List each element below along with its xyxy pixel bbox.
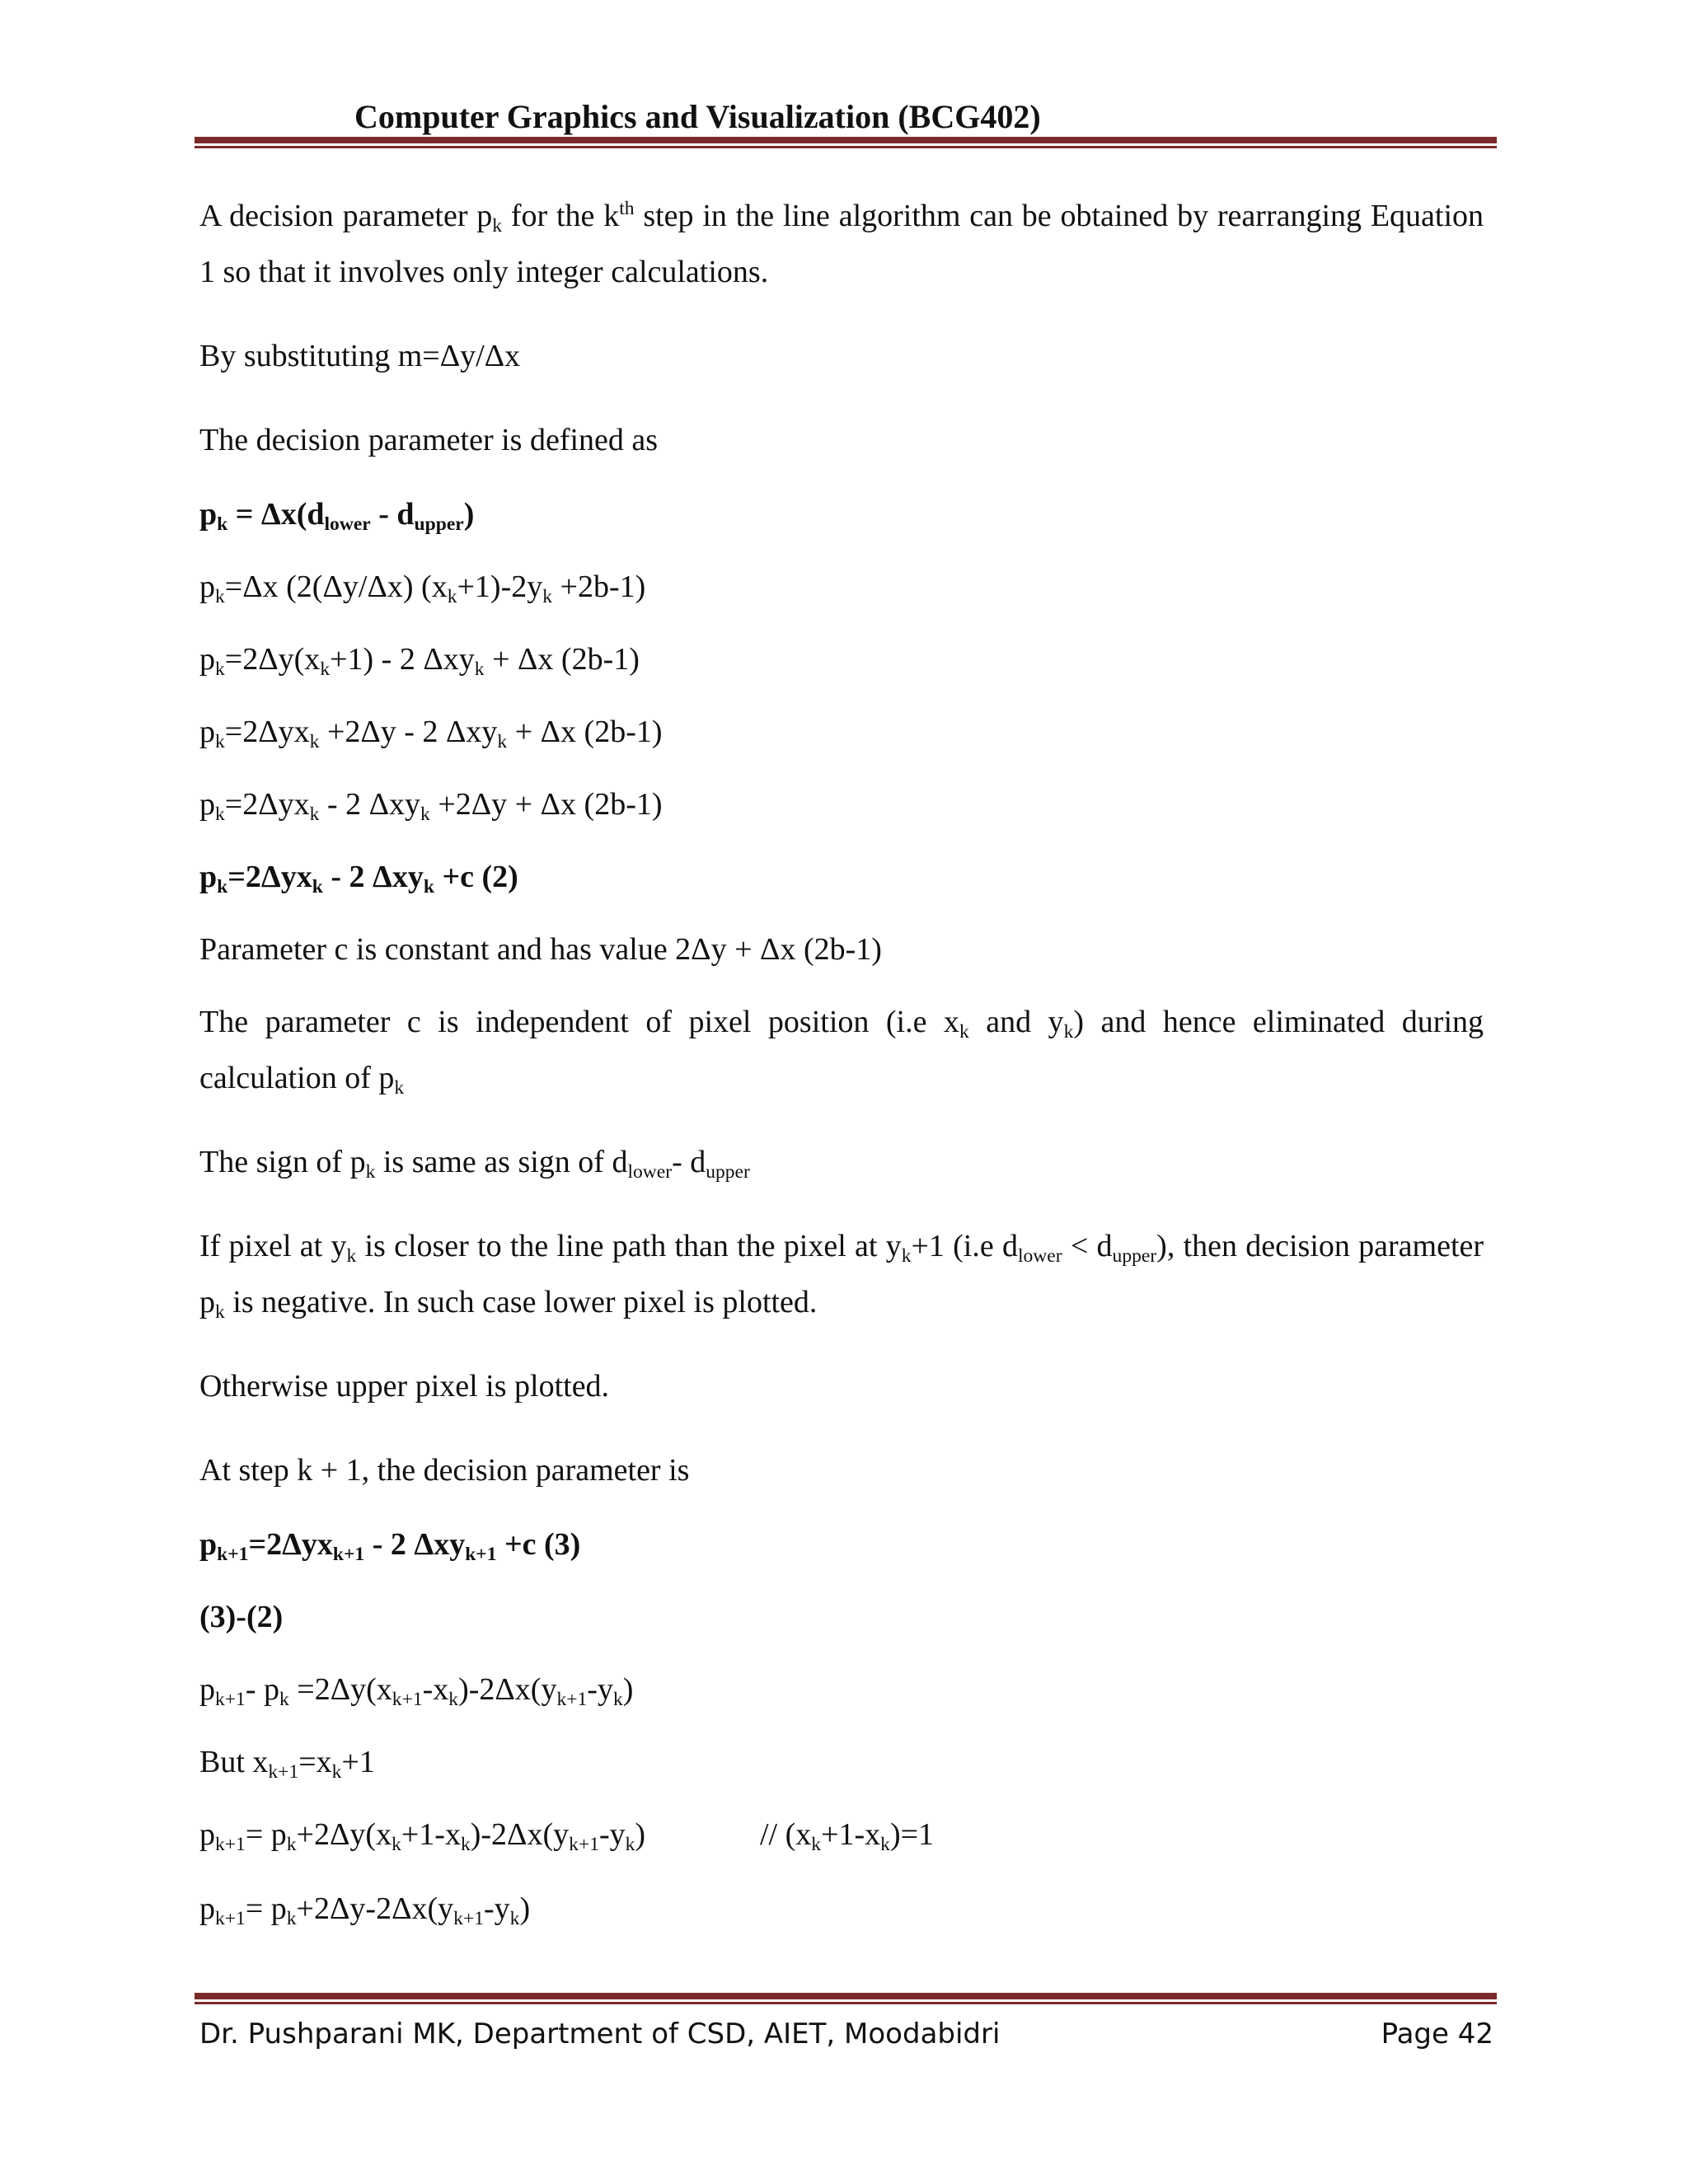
header-rule [195,137,1497,148]
paragraph-parameter-c: Parameter c is constant and has value 2Δy + Δx (2b-1) [199,932,882,967]
paragraph-upper-pixel: Otherwise upper pixel is plotted. [199,1369,610,1404]
equation-difference-label: (3)-(2) [199,1600,284,1634]
page-header-title: Computer Graphics and Visualization (BCG402) [354,98,1041,135]
paragraph-decision-intro: A decision parameter $p_k$ for the $k^{th}$ step in the line algorithm can be obtained by rearranging Equation 1 so that it involves only integer calculations. [199,197,1484,289]
equation-x-increment: But $x_{k+1}=x_k+1$ [199,1745,375,1783]
equation-2: $p_k=2\Delta yx_k - 2$ Δxy$_k$ +c (2) [199,860,518,898]
paragraph-definition: The decision parameter is defined as [199,423,659,457]
equation-difference: $p_{k+1}-$ $p_k =2\Delta y(x_{k+1}-x_k)-2\Delta x(y_{k+1}-y_k)$ [199,1672,634,1711]
footer-author: Dr. Pushparani MK, Department of CSD, AIET, Moodabidri [199,2018,1001,2050]
equation-3: $p_{k+1}=2\Delta yx_{k+1} - 2$ Δxy$_{k+1}$ +c (3) [199,1527,581,1566]
footer-page-number: Page 42 [1381,2018,1493,2050]
paragraph-lower-pixel: If pixel at $y_k$ is closer to the line path than the pixel at $y_k+1$ (i.e $d_{lower} < d_{upper}$), then decision parameter $p_k$ is negative. In such case lower pixel is plotted. [199,1229,1484,1324]
footer-rule [195,1993,1497,2004]
equation-step-4: $p_k=2\Delta yx_k - 2$ Δxy$_k$ +2Δy + Δx (2b-1) [199,787,663,826]
equation-comment: // $(x_k+1-x_k)=1$ [760,1817,935,1856]
equation-step-2: $p_k=2\Delta y(x_k+1) - 2$ Δxy$_k$ + Δx (2b-1) [199,642,640,681]
paragraph-independent: The parameter c is independent of pixel position (i.e $x_k$ and $y_k$) and hence eliminated during calculation of $p_k$ [199,1005,1484,1099]
equation-step-1: $p_k=\Delta x$ (2(Δy/Δx) $(x_k+1)-2y_k +2b-1$) [199,569,646,608]
equation-pk-definition: $p_k = \Delta x(d_{lower} - d_{upper})$ [199,497,475,536]
paragraph-sign: The sign of $p_k$ is same as sign of $d_{lower}-$ $d_{upper}$ [199,1145,750,1183]
equation-substituted: $p_{k+1}= p_k+2\Delta y(x_k+1-x_k)-2\Delta x(y_{k+1}-y_k)$ // $(x_k+1-x_k)=1$ [199,1807,1484,1863]
paragraph-substitution: By substituting m=Δy/Δx [199,339,521,373]
equation-step-3: $p_k=2\Delta yx_k +2\Delta y - 2$ Δxy$_k$ + Δx (2b-1) [199,715,663,753]
equation-final: $p_{k+1}= p_k+2\Delta y-2\Delta x(y_{k+1}-y_k)$ [199,1891,531,1930]
paragraph-step-k1: At step k + 1, the decision parameter is [199,1453,690,1488]
